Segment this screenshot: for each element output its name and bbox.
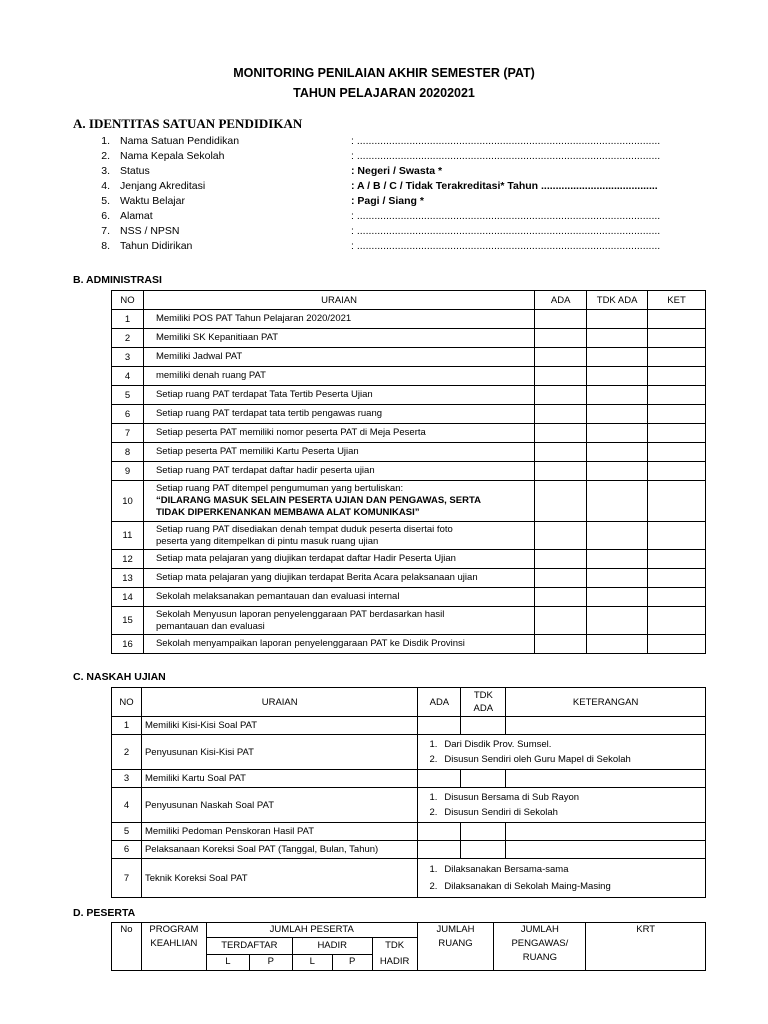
ket-cell[interactable] <box>648 443 706 462</box>
ada-cell[interactable] <box>418 823 461 841</box>
ket-cell[interactable] <box>648 462 706 481</box>
row-uraian: Setiap ruang PAT terdapat Tata Tertib Peserta Ujian <box>143 386 534 405</box>
ket-cell[interactable] <box>648 405 706 424</box>
identitas-label: Waktu Belajar <box>120 195 185 207</box>
identitas-row <box>96 224 706 239</box>
row-uraian: Memiliki Kartu Soal PAT <box>141 770 417 788</box>
row-uraian: memiliki denah ruang PAT <box>143 367 534 386</box>
identitas-label: Alamat <box>120 210 153 222</box>
identitas-no: 4. <box>101 180 110 192</box>
ada-cell[interactable] <box>535 405 587 424</box>
uraian-bold-line: TIDAK DIPERKENANKAN MEMBAWA ALAT KOMUNIKASI” <box>155 507 420 518</box>
header-keahlian-line: KEAHLIAN <box>150 938 198 949</box>
section-b-heading: B. ADMINISTRASI <box>73 274 162 286</box>
table-row <box>112 735 706 770</box>
identitas-list <box>96 134 706 254</box>
row-no: 12 <box>112 550 144 569</box>
row-no: 4 <box>112 367 144 386</box>
row-uraian: Setiap ruang PAT terdapat daftar hadir peserta ujian <box>143 462 534 481</box>
table-row <box>112 522 706 550</box>
header-uraian: URAIAN <box>141 688 417 717</box>
option-label: Dari Disdik Prov. Sumsel. <box>444 739 552 750</box>
row-no: 2 <box>112 735 142 770</box>
header-ruang-line: RUANG <box>522 952 558 963</box>
option-label: Disusun Bersama di Sub Rayon <box>444 792 580 803</box>
row-uraian: Teknik Koreksi Soal PAT <box>141 859 417 898</box>
identitas-row <box>96 239 706 254</box>
tdk-ada-cell[interactable] <box>461 770 506 788</box>
tdk-ada-cell[interactable] <box>587 348 648 367</box>
identitas-value[interactable]: : ........................................................................................................ <box>351 135 661 147</box>
tdk-ada-cell[interactable] <box>587 522 648 550</box>
header-terdaftar: TERDAFTAR <box>206 938 292 955</box>
identitas-no: 5. <box>101 195 110 207</box>
row-uraian <box>143 607 534 635</box>
header-no: NO <box>112 688 142 717</box>
option-number: 2. <box>429 754 438 765</box>
identitas-value[interactable]: : ........................................................................................................ <box>351 225 661 237</box>
row-no: 15 <box>112 607 144 635</box>
ket-cell[interactable] <box>648 348 706 367</box>
tdk-ada-cell[interactable] <box>587 424 648 443</box>
header-tdk-line: TDK <box>385 940 405 951</box>
identitas-no: 1. <box>101 135 110 147</box>
row-uraian: Setiap peserta PAT memiliki Kartu Peserta Ujian <box>143 443 534 462</box>
header-jumlah-line: JUMLAH <box>436 924 475 935</box>
row-no: 6 <box>112 841 142 859</box>
row-no: 7 <box>112 859 142 898</box>
option-item[interactable] <box>422 878 701 895</box>
header-program-keahlian <box>141 923 206 971</box>
row-uraian: Setiap mata pelajaran yang diujikan terdapat daftar Hadir Peserta Ujian <box>143 550 534 569</box>
table-row <box>112 424 706 443</box>
tdk-ada-cell[interactable] <box>587 569 648 588</box>
keterangan-cell[interactable] <box>506 823 706 841</box>
option-label: Disusun Sendiri oleh Guru Mapel di Sekolah <box>444 754 631 765</box>
header-krt: KRT <box>586 923 706 971</box>
header-program-line: PROGRAM <box>149 924 199 935</box>
option-item[interactable] <box>422 737 701 752</box>
row-uraian: Penyusunan Kisi-Kisi PAT <box>141 735 417 770</box>
table-row <box>112 462 706 481</box>
identitas-row <box>96 164 706 179</box>
header-tdk-line: TDK <box>473 690 493 701</box>
row-no: 7 <box>112 424 144 443</box>
ket-cell[interactable] <box>648 607 706 635</box>
identitas-no: 2. <box>101 150 110 162</box>
identitas-label: Tahun Didirikan <box>120 240 193 252</box>
ada-cell[interactable] <box>535 329 587 348</box>
row-no: 6 <box>112 405 144 424</box>
document-subtitle: TAHUN PELAJARAN 20202021 <box>293 86 475 100</box>
identitas-value[interactable]: : ........................................................................................................ <box>351 240 661 252</box>
header-no: NO <box>112 291 144 310</box>
table-header-row <box>112 291 706 310</box>
uraian-line: peserta yang ditempelkan di pintu masuk ruang ujian <box>155 535 379 547</box>
uraian-line: Sekolah Menyusun laporan penyelenggaraan PAT berdasarkan hasil <box>155 608 445 620</box>
identitas-row <box>96 149 706 164</box>
tdk-ada-cell[interactable] <box>461 823 506 841</box>
row-no: 1 <box>112 310 144 329</box>
tdk-ada-cell[interactable] <box>587 607 648 635</box>
ada-cell[interactable] <box>418 770 461 788</box>
header-ada-line: ADA <box>473 703 494 714</box>
table-row <box>112 443 706 462</box>
table-row <box>112 788 706 823</box>
option-number: 1. <box>429 864 438 875</box>
row-no: 3 <box>112 770 142 788</box>
option-number: 2. <box>429 881 438 892</box>
uraian-line: Setiap ruang PAT disediakan denah tempat duduk peserta disertai foto <box>155 523 453 535</box>
identitas-label: Nama Satuan Pendidikan <box>120 135 240 147</box>
tdk-ada-cell[interactable] <box>587 635 648 654</box>
ada-cell[interactable] <box>535 424 587 443</box>
row-no: 5 <box>112 386 144 405</box>
ada-cell[interactable] <box>535 607 587 635</box>
identitas-no: 3. <box>101 165 110 177</box>
table-row <box>112 367 706 386</box>
tdk-ada-cell[interactable] <box>587 386 648 405</box>
header-jumlah-pengawas <box>494 923 586 971</box>
row-uraian: Memiliki Pedoman Penskoran Hasil PAT <box>141 823 417 841</box>
row-no: 11 <box>112 522 144 550</box>
ket-cell[interactable] <box>648 386 706 405</box>
ket-cell[interactable] <box>648 588 706 607</box>
section-d-heading: D. PESERTA <box>73 907 136 919</box>
ada-cell[interactable] <box>535 588 587 607</box>
ket-cell[interactable] <box>648 329 706 348</box>
administrasi-table <box>111 290 706 654</box>
table-row <box>112 717 706 735</box>
ket-cell[interactable] <box>648 522 706 550</box>
header-jumlah-line: JUMLAH <box>520 924 559 935</box>
ket-cell[interactable] <box>648 635 706 654</box>
tdk-ada-cell[interactable] <box>587 462 648 481</box>
identitas-no: 6. <box>101 210 110 222</box>
row-uraian: Sekolah menyampaikan laporan penyelenggaraan PAT ke Disdik Provinsi <box>143 635 534 654</box>
section-a-heading: A. IDENTITAS SATUAN PENDIDIKAN <box>73 116 303 131</box>
row-uraian: Memiliki Jadwal PAT <box>143 348 534 367</box>
tdk-ada-cell[interactable] <box>587 588 648 607</box>
tdk-ada-cell[interactable] <box>461 717 506 735</box>
row-uraian: Setiap ruang PAT terdapat tata tertib pengawas ruang <box>143 405 534 424</box>
peserta-table <box>111 922 706 971</box>
ada-cell[interactable] <box>535 386 587 405</box>
tdk-ada-cell[interactable] <box>587 329 648 348</box>
row-uraian: Memiliki SK Kepanitiaan PAT <box>143 329 534 348</box>
tdk-ada-cell[interactable] <box>587 550 648 569</box>
identitas-label: NSS / NPSN <box>120 225 180 237</box>
ada-cell[interactable] <box>535 481 587 522</box>
tdk-ada-cell[interactable] <box>587 310 648 329</box>
row-uraian: Memiliki Kisi-Kisi Soal PAT <box>141 717 417 735</box>
header-tdk-ada: TDK ADA <box>587 291 648 310</box>
identitas-label: Nama Kepala Sekolah <box>120 150 225 162</box>
keterangan-cell[interactable] <box>506 717 706 735</box>
table-row <box>112 841 706 859</box>
keterangan-options <box>418 788 706 823</box>
table-row <box>112 386 706 405</box>
row-no: 14 <box>112 588 144 607</box>
uraian-line: pemantauan dan evaluasi <box>155 620 265 632</box>
table-row <box>112 588 706 607</box>
row-no: 9 <box>112 462 144 481</box>
header-p: P <box>249 954 292 971</box>
identitas-value[interactable]: : A / B / C / Tidak Terakreditasi* Tahun ........................................ <box>351 180 658 192</box>
identitas-no: 7. <box>101 225 110 237</box>
header-ada: ADA <box>418 688 461 717</box>
table-row <box>112 635 706 654</box>
ket-cell[interactable] <box>648 569 706 588</box>
identitas-row <box>96 194 706 209</box>
ket-cell[interactable] <box>648 481 706 522</box>
header-l: L <box>206 954 249 971</box>
section-c-heading: C. NASKAH UJIAN <box>73 671 166 683</box>
ada-cell[interactable] <box>535 462 587 481</box>
identitas-value[interactable]: : ........................................................................................................ <box>351 150 661 162</box>
option-label: Dilaksanakan di Sekolah Maing-Masing <box>444 881 611 892</box>
ket-cell[interactable] <box>648 424 706 443</box>
ket-cell[interactable] <box>648 550 706 569</box>
table-row <box>112 348 706 367</box>
table-row <box>112 481 706 522</box>
ket-cell[interactable] <box>648 367 706 386</box>
option-item[interactable] <box>422 805 701 820</box>
table-row <box>112 770 706 788</box>
keterangan-cell[interactable] <box>506 841 706 859</box>
document-title: MONITORING PENILAIAN AKHIR SEMESTER (PAT) <box>233 66 535 80</box>
row-no: 2 <box>112 329 144 348</box>
option-label: Disusun Sendiri di Sekolah <box>444 807 558 818</box>
row-uraian <box>143 522 534 550</box>
row-uraian: Penyusunan Naskah Soal PAT <box>141 788 417 823</box>
table-row <box>112 823 706 841</box>
table-row <box>112 859 706 898</box>
row-no: 8 <box>112 443 144 462</box>
table-row <box>112 405 706 424</box>
uraian-bold-line: “DILARANG MASUK SELAIN PESERTA UJIAN DAN PENGAWAS, SERTA <box>155 495 481 506</box>
row-no: 3 <box>112 348 144 367</box>
header-l: L <box>292 954 332 971</box>
option-label: Dilaksanakan Bersama-sama <box>444 864 569 875</box>
identitas-value[interactable]: : Negeri / Swasta * <box>351 165 443 177</box>
header-uraian: URAIAN <box>143 291 534 310</box>
ada-cell[interactable] <box>535 367 587 386</box>
ket-cell[interactable] <box>648 310 706 329</box>
table-row <box>112 607 706 635</box>
row-uraian: Setiap mata pelajaran yang diujikan terdapat Berita Acara pelaksanaan ujian <box>143 569 534 588</box>
row-uraian: Sekolah melaksanakan pemantauan dan evaluasi internal <box>143 588 534 607</box>
identitas-label: Status <box>120 165 150 177</box>
table-row <box>112 329 706 348</box>
identitas-no: 8. <box>101 240 110 252</box>
row-no: 16 <box>112 635 144 654</box>
option-item[interactable] <box>422 861 701 878</box>
row-no: 5 <box>112 823 142 841</box>
ada-cell[interactable] <box>418 717 461 735</box>
header-keterangan: KETERANGAN <box>506 688 706 717</box>
keterangan-options <box>418 735 706 770</box>
identitas-row <box>96 179 706 194</box>
identitas-row <box>96 209 706 224</box>
option-number: 1. <box>429 739 438 750</box>
uraian-line: Setiap ruang PAT ditempel pengumuman yang bertuliskan: <box>155 483 404 494</box>
option-item[interactable] <box>422 790 701 805</box>
table-row <box>112 310 706 329</box>
row-uraian: Setiap peserta PAT memiliki nomor peserta PAT di Meja Peserta <box>143 424 534 443</box>
table-header-row <box>112 688 706 717</box>
header-tdk-hadir <box>372 938 417 971</box>
identitas-row <box>96 134 706 149</box>
naskah-ujian-table <box>111 687 706 898</box>
header-ruang-line: RUANG <box>438 938 473 949</box>
header-p: P <box>332 954 372 971</box>
table-row <box>112 569 706 588</box>
keterangan-options <box>418 859 706 898</box>
header-pengawas-line: PENGAWAS/ <box>511 938 569 949</box>
table-row <box>112 550 706 569</box>
header-jumlah-peserta: JUMLAH PESERTA <box>206 923 417 938</box>
tdk-ada-cell[interactable] <box>587 481 648 522</box>
row-uraian: Memiliki POS PAT Tahun Pelajaran 2020/2021 <box>143 310 534 329</box>
ada-cell[interactable] <box>418 841 461 859</box>
tdk-ada-cell[interactable] <box>587 443 648 462</box>
header-ket: KET <box>648 291 706 310</box>
row-no: 1 <box>112 717 142 735</box>
header-jumlah-ruang <box>417 923 494 971</box>
row-no: 13 <box>112 569 144 588</box>
option-number: 1. <box>429 792 438 803</box>
tdk-ada-cell[interactable] <box>587 367 648 386</box>
option-item[interactable] <box>422 752 701 767</box>
ada-cell[interactable] <box>535 635 587 654</box>
ada-cell[interactable] <box>535 310 587 329</box>
identitas-label: Jenjang Akreditasi <box>120 180 206 192</box>
ada-cell[interactable] <box>535 522 587 550</box>
ada-cell[interactable] <box>535 550 587 569</box>
header-ada: ADA <box>535 291 587 310</box>
identitas-value[interactable]: : ........................................................................................................ <box>351 210 661 222</box>
ada-cell[interactable] <box>535 348 587 367</box>
header-tdk-ada <box>461 688 506 717</box>
tdk-ada-cell[interactable] <box>461 841 506 859</box>
keterangan-cell[interactable] <box>506 770 706 788</box>
row-no: 10 <box>112 481 144 522</box>
row-no: 4 <box>112 788 142 823</box>
row-uraian: Pelaksanaan Koreksi Soal PAT (Tanggal, Bulan, Tahun) <box>141 841 417 859</box>
option-number: 2. <box>429 807 438 818</box>
table-header-row <box>112 923 706 938</box>
ada-cell[interactable] <box>535 443 587 462</box>
identitas-value[interactable]: : Pagi / Siang * <box>351 195 424 207</box>
ada-cell[interactable] <box>535 569 587 588</box>
header-no: No <box>112 923 142 971</box>
row-uraian <box>143 481 534 522</box>
tdk-ada-cell[interactable] <box>587 405 648 424</box>
header-hadir-line: HADIR <box>379 956 410 967</box>
header-hadir: HADIR <box>292 938 372 955</box>
